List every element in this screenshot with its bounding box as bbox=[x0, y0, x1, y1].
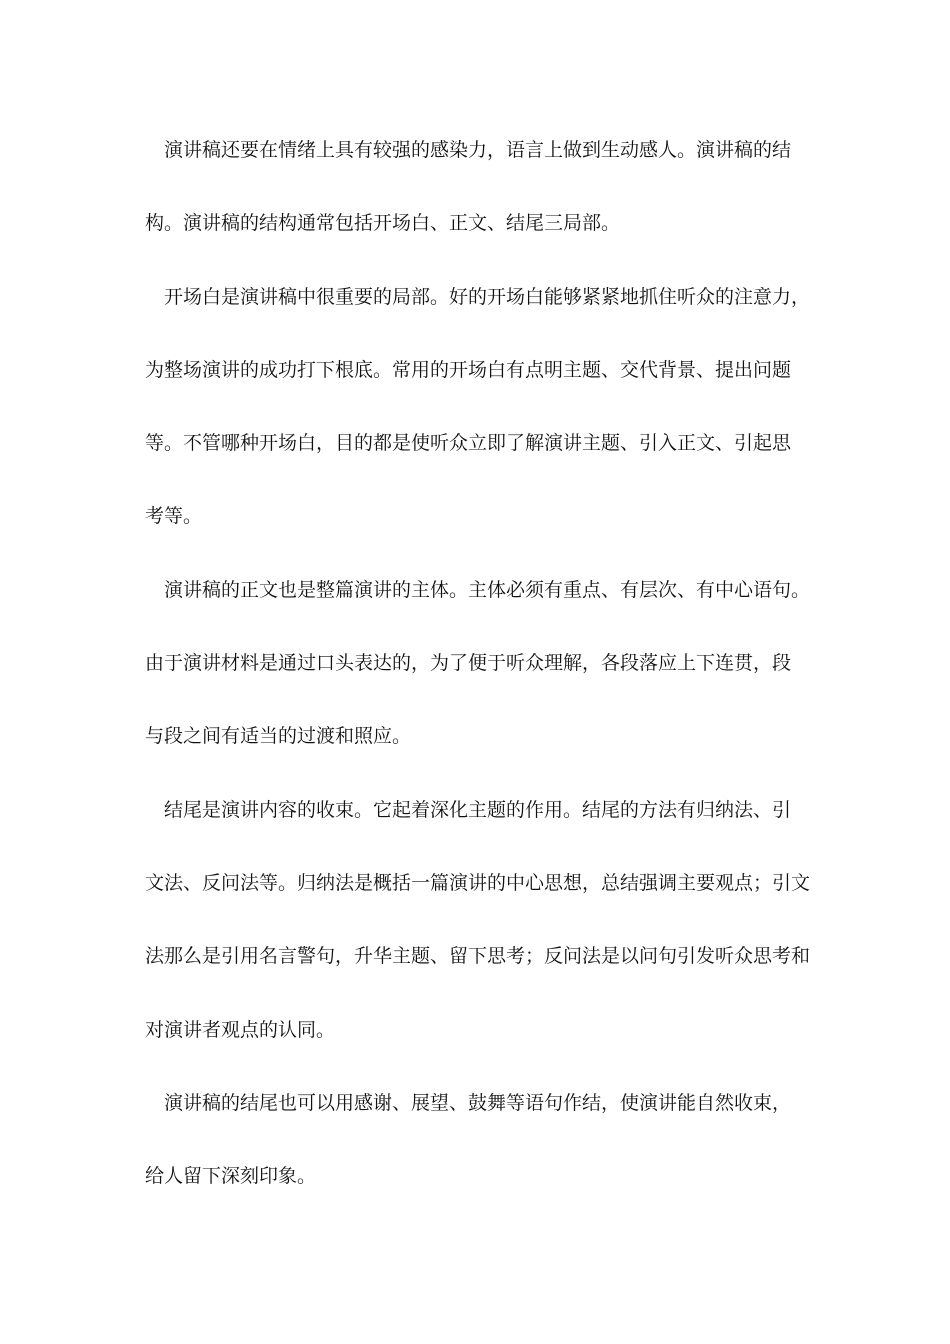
text-line: 法那么是引用名言警句，升华主题、留下思考；反问法是以问句引发听众思考和 bbox=[145, 945, 811, 968]
text-line: 开场白是演讲稿中很重要的局部。好的开场白能够紧紧地抓住听众的注意力， bbox=[164, 285, 811, 308]
text-line: 与段之间有适当的过渡和照应。 bbox=[145, 725, 412, 748]
text-line: 文法、反问法等。归纳法是概括一篇演讲的中心思想，总结强调主要观点；引文 bbox=[145, 871, 811, 894]
text-line: 演讲稿的正文也是整篇演讲的主体。主体必须有重点、有层次、有中心语句。 bbox=[164, 578, 811, 601]
text-line: 由于演讲材料是通过口头表达的，为了便于听众理解，各段落应上下连贯，段 bbox=[145, 652, 792, 675]
text-line: 等。不管哪种开场白，目的都是使听众立即了解演讲主题、引入正文、引起思 bbox=[145, 432, 792, 455]
paragraph-4 bbox=[145, 774, 825, 1067]
paragraph-3 bbox=[145, 554, 825, 774]
document-body bbox=[145, 114, 825, 1213]
text-line: 给人留下深刻印象。 bbox=[145, 1165, 317, 1188]
text-line: 结尾是演讲内容的收束。它起着深化主题的作用。结尾的方法有归纳法、引 bbox=[164, 798, 792, 821]
text-line: 为整场演讲的成功打下根底。常用的开场白有点明主题、交代背景、提出问题 bbox=[145, 358, 792, 381]
paragraph-1 bbox=[145, 114, 825, 261]
paragraph-2 bbox=[145, 261, 825, 554]
text-line: 考等。 bbox=[145, 505, 203, 528]
text-line: 演讲稿的结尾也可以用感谢、展望、鼓舞等语句作结，使演讲能自然收束， bbox=[164, 1091, 792, 1114]
text-line: 对演讲者观点的认同。 bbox=[145, 1018, 336, 1041]
paragraph-5 bbox=[145, 1067, 825, 1214]
text-line: 构。演讲稿的结构通常包括开场白、正文、结尾三局部。 bbox=[145, 212, 621, 235]
text-line: 演讲稿还要在情绪上具有较强的感染力，语言上做到生动感人。演讲稿的结 bbox=[164, 139, 792, 161]
